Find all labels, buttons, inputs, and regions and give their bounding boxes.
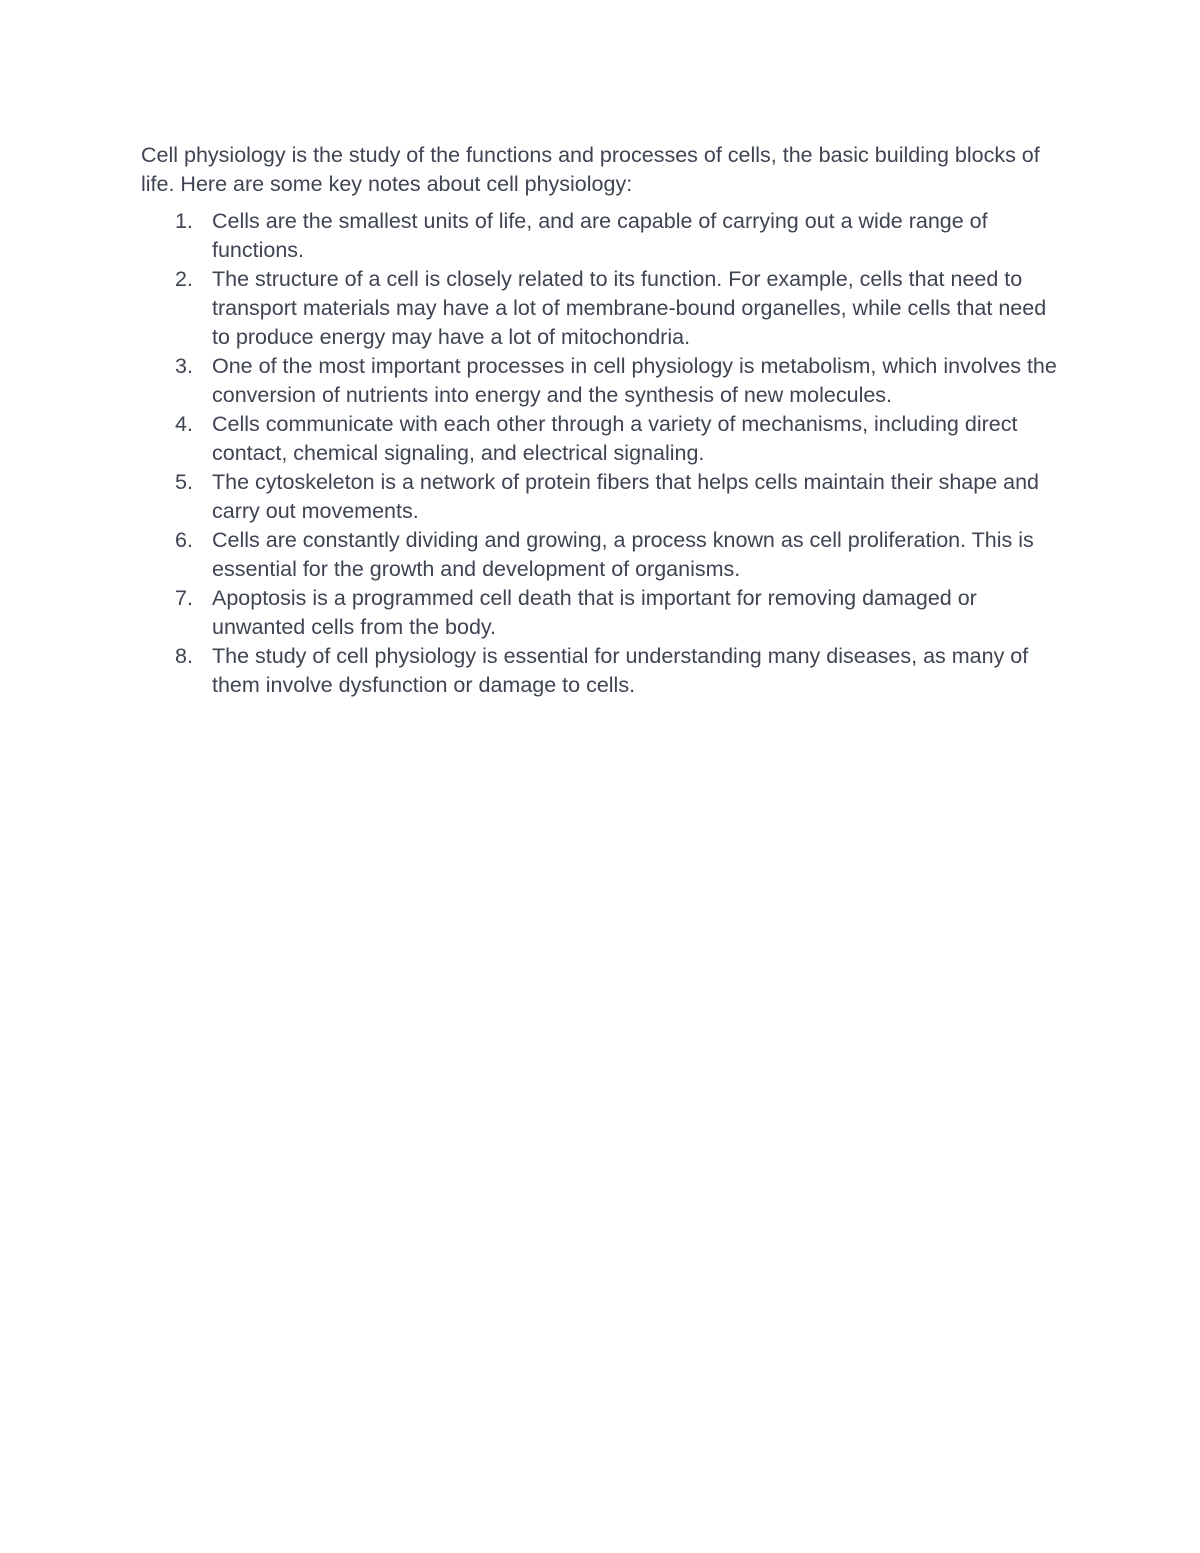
list-item-text: Cells are the smallest units of life, and are capable of carrying out a wide range of functions. [212, 209, 988, 262]
list-item-text: The study of cell physiology is essential for understanding many diseases, as many of them involve dysfunction or damage to cells. [212, 644, 1029, 697]
list-item [141, 526, 1061, 584]
list-item-number: 3. [175, 354, 193, 378]
list-item-number: 5. [175, 470, 193, 494]
list-item-number: 7. [175, 586, 193, 610]
list-item [141, 410, 1061, 468]
intro-paragraph: Cell physiology is the study of the functions and processes of cells, the basic building blocks of life. Here are some key notes about cell physiology: [141, 143, 1040, 196]
list-item [141, 207, 1061, 265]
list-item-text: Apoptosis is a programmed cell death that is important for removing damaged or unwanted cells from the body. [212, 586, 977, 639]
notes-list [141, 207, 1061, 700]
list-item-text: One of the most important processes in cell physiology is metabolism, which involves the conversion of nutrients into energy and the synthesis of new molecules. [212, 354, 1057, 407]
list-item-number: 8. [175, 644, 193, 668]
list-item [141, 352, 1061, 410]
list-item-number: 4. [175, 412, 193, 436]
list-item-text: The structure of a cell is closely related to its function. For example, cells that need to transport materials may have a lot of membrane-bound organelles, while cells that need to produce energy may have a lot of mitochondria. [212, 267, 1047, 349]
list-item-text: Cells communicate with each other through a variety of mechanisms, including direct contact, chemical signaling, and electrical signaling. [212, 412, 1018, 465]
list-item-number: 1. [175, 209, 193, 233]
document-body [141, 141, 1061, 700]
list-item [141, 642, 1061, 700]
list-item [141, 265, 1061, 352]
list-item-number: 2. [175, 267, 193, 291]
list-item-text: The cytoskeleton is a network of protein fibers that helps cells maintain their shape and carry out movements. [212, 470, 1040, 523]
list-item-text: Cells are constantly dividing and growing, a process known as cell proliferation. This is essential for the growth and development of organisms. [212, 528, 1034, 581]
list-item [141, 584, 1061, 642]
list-item [141, 468, 1061, 526]
list-item-number: 6. [175, 528, 193, 552]
